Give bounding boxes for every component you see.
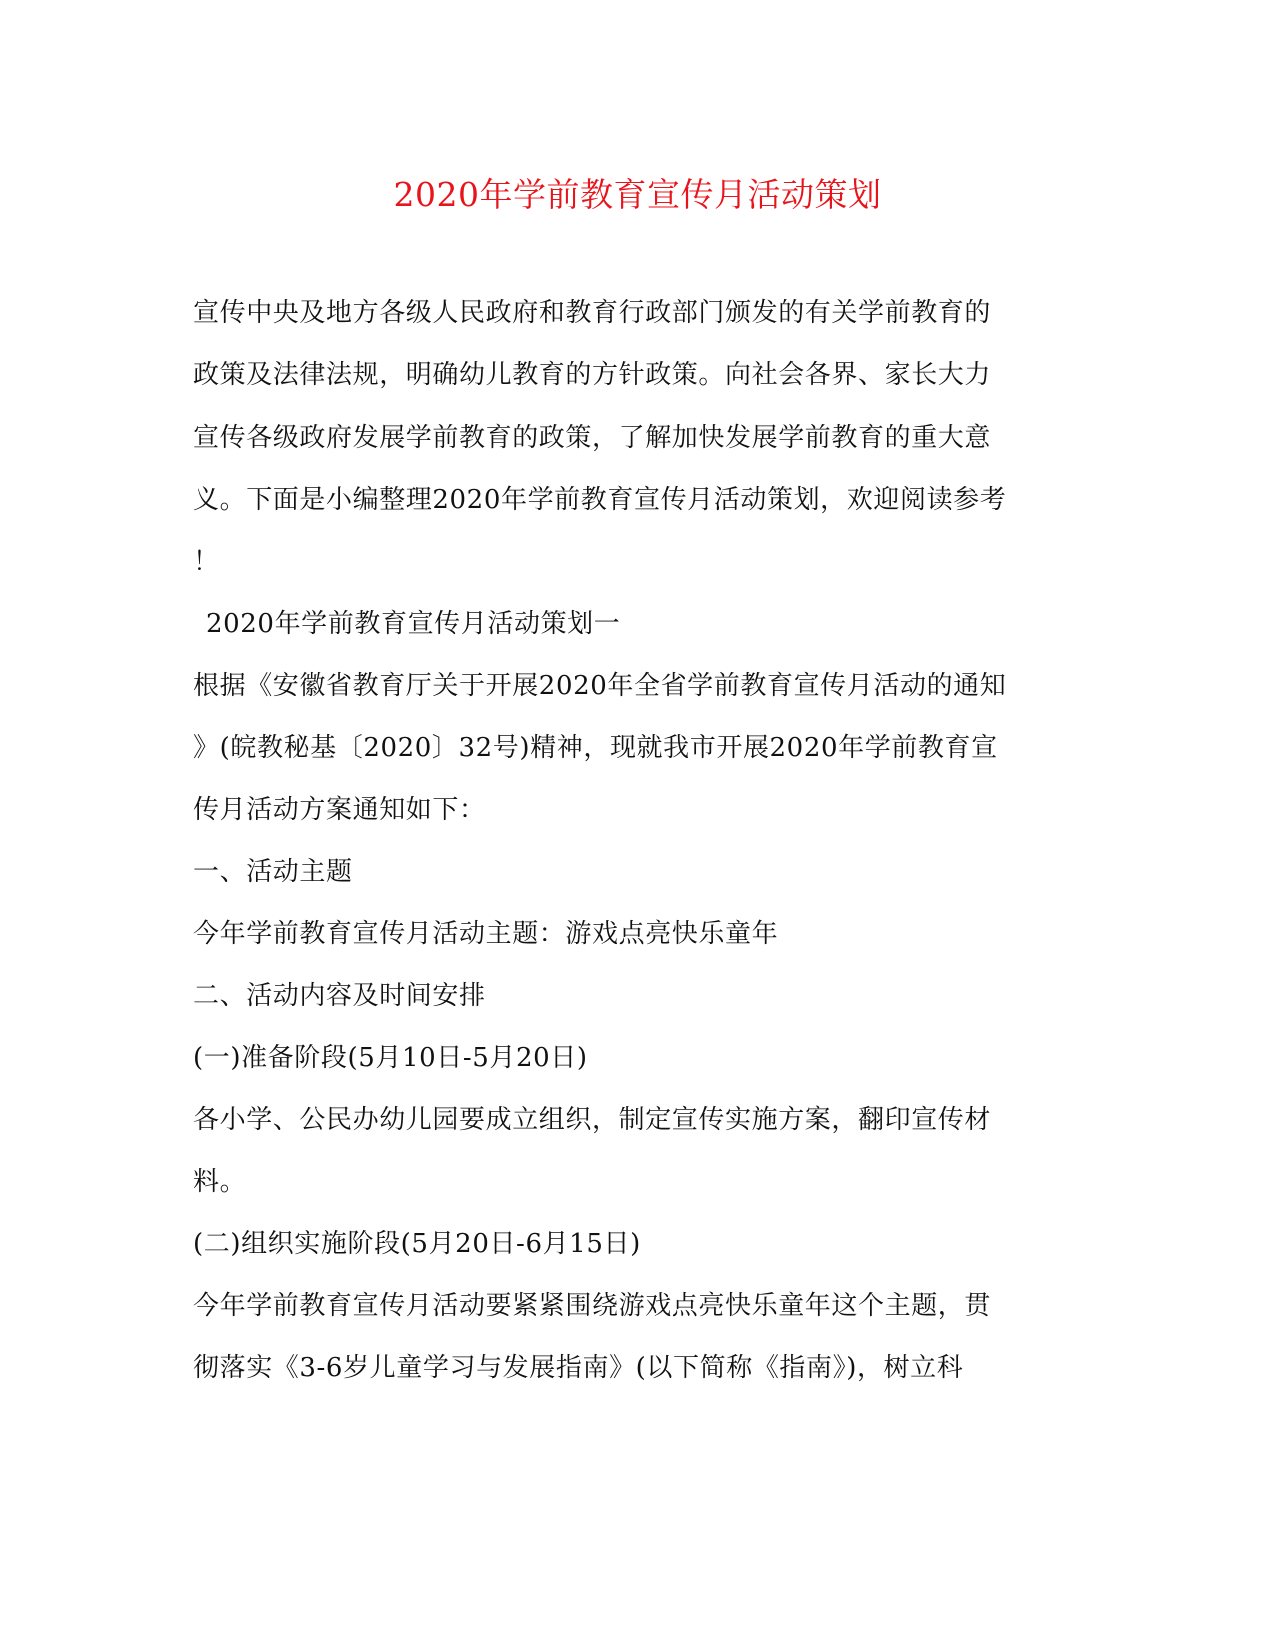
body-line-14: 各小学、公民办幼儿园要成立组织，制定宣传实施方案，翻印宣传材 — [193, 1105, 992, 1135]
body-line-4: 义。下面是小编整理2020年学前教育宣传月活动策划，欢迎阅读参考 — [193, 485, 1007, 515]
heading-implementation-stage: (二)组织实施阶段(5月20日-6月15日) — [193, 1229, 641, 1259]
body-line-3: 宣传各级政府发展学前教育的政策，了解加快发展学前教育的重大意 — [193, 423, 992, 453]
body-line-18: 彻落实《3-6岁儿童学习与发展指南》(以下简称《指南》)，树立科 — [193, 1353, 964, 1383]
heading-activity-theme: 一、活动主题 — [193, 857, 353, 887]
body-line-1: 宣传中央及地方各级人民政府和教育行政部门颁发的有关学前教育的 — [193, 298, 992, 328]
heading-content-schedule: 二、活动内容及时间安排 — [193, 981, 486, 1011]
body-line-5: ！ — [193, 547, 220, 577]
body-line-11: 今年学前教育宣传月活动主题：游戏点亮快乐童年 — [193, 919, 779, 949]
body-line-7: 根据《安徽省教育厅关于开展2020年全省学前教育宣传月活动的通知 — [193, 671, 1007, 701]
document-title: 2020年学前教育宣传月活动策划 — [393, 175, 882, 214]
heading-preparation-stage: (一)准备阶段(5月10日-5月20日) — [193, 1043, 588, 1073]
body-line-17: 今年学前教育宣传月活动要紧紧围绕游戏点亮快乐童年这个主题，贯 — [193, 1291, 992, 1321]
body-line-8: 》(皖教秘基〔2020〕32号)精神，现就我市开展2020年学前教育宣 — [193, 733, 998, 763]
section-heading-1: 2020年学前教育宣传月活动策划一 — [206, 609, 621, 639]
body-line-9: 传月活动方案通知如下： — [193, 795, 486, 825]
body-line-15: 料。 — [193, 1167, 247, 1197]
body-line-2: 政策及法律法规，明确幼儿教育的方针政策。向社会各界、家长大力 — [193, 360, 992, 390]
